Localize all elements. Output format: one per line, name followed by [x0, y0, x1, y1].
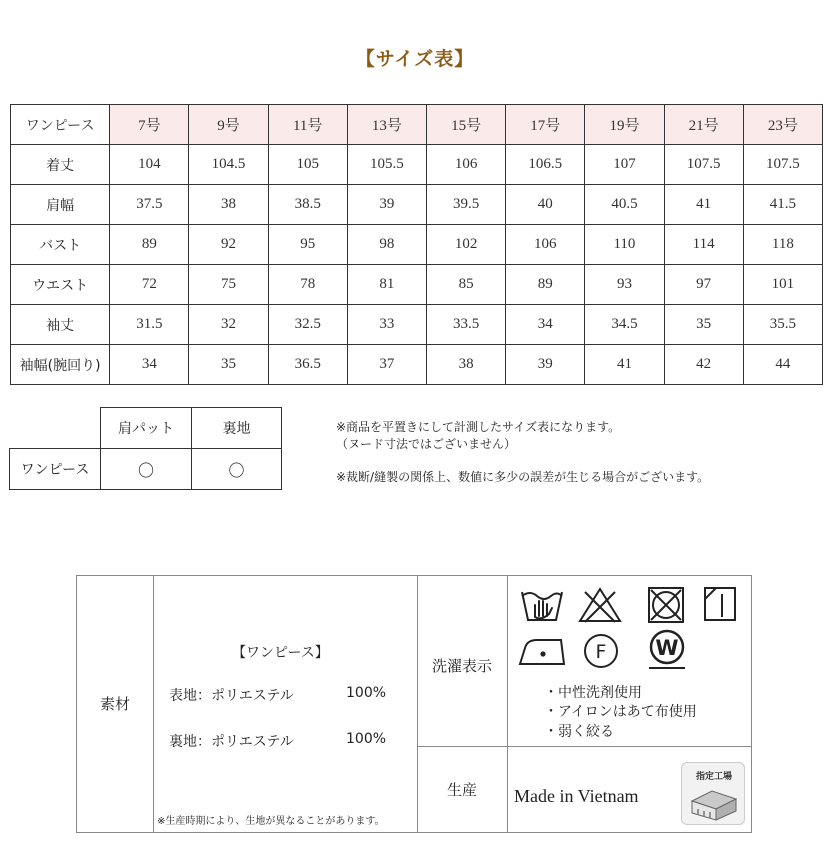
size-cell: 102 — [426, 225, 505, 265]
size-cell: 35.5 — [743, 305, 822, 345]
origin-label: 生産 — [446, 781, 477, 799]
iron-low-icon — [517, 634, 567, 670]
size-cell: 106 — [426, 145, 505, 185]
size-cell: 38.5 — [268, 185, 347, 225]
lining-fabric-label: 裏地：ポリエステル — [169, 734, 294, 750]
size-cell: 36.5 — [268, 345, 347, 385]
table-row — [11, 225, 823, 265]
size-cell: 37.5 — [110, 185, 189, 225]
size-cell: 39.5 — [426, 185, 505, 225]
size-cell: 106 — [506, 225, 585, 265]
acc-header-lining: 裏地 — [192, 408, 282, 449]
size-table — [10, 104, 823, 385]
size-header-cell: 19号 — [585, 105, 664, 145]
lining-fabric-percent: 100% — [346, 731, 387, 747]
factory-icon — [690, 785, 738, 821]
note-not-nude-size: （ヌード寸法ではございません） — [336, 437, 517, 451]
size-row-label: 袖丈 — [11, 305, 110, 345]
size-table-header-row — [11, 105, 823, 145]
care-instruction-2: ・アイロンはあて布使用 — [544, 704, 697, 720]
size-cell: 35 — [189, 345, 268, 385]
acc-header-blank — [10, 408, 101, 449]
outer-fabric-percent: 100% — [346, 685, 387, 701]
size-cell: 92 — [189, 225, 268, 265]
no-bleach-icon — [577, 586, 623, 624]
size-cell: 39 — [347, 185, 426, 225]
material-label: 素材 — [99, 695, 130, 713]
size-cell: 34 — [110, 345, 189, 385]
page-title: 【サイズ表】 — [355, 48, 475, 70]
size-cell: 41 — [664, 185, 743, 225]
size-row-label: バスト — [11, 225, 110, 265]
size-cell: 89 — [506, 265, 585, 305]
size-header-cell: 7号 — [110, 105, 189, 145]
size-cell: 38 — [426, 345, 505, 385]
size-header-cell: 13号 — [347, 105, 426, 145]
svg-text:W: W — [655, 636, 679, 660]
size-cell: 107.5 — [664, 145, 743, 185]
size-cell: 101 — [743, 265, 822, 305]
size-cell: 105 — [268, 145, 347, 185]
size-header-cell: 11号 — [268, 105, 347, 145]
size-cell: 40 — [506, 185, 585, 225]
size-header-cell: 9号 — [189, 105, 268, 145]
size-row-label: 袖幅(腕回り) — [11, 345, 110, 385]
size-row-label: ウエスト — [11, 265, 110, 305]
size-cell: 37 — [347, 345, 426, 385]
size-cell: 33.5 — [426, 305, 505, 345]
size-cell: 105.5 — [347, 145, 426, 185]
size-cell: 40.5 — [585, 185, 664, 225]
size-cell: 95 — [268, 225, 347, 265]
factory-badge-label: 指定工場 — [695, 772, 732, 782]
acc-header-shoulder-pad: 肩パット — [101, 408, 192, 449]
size-header-cell: 23号 — [743, 105, 822, 145]
acc-shoulder-pad-value: 〇 — [101, 449, 192, 490]
size-header-cell: 17号 — [506, 105, 585, 145]
size-row-label: 着丈 — [11, 145, 110, 185]
table-row — [11, 185, 823, 225]
size-cell: 38 — [189, 185, 268, 225]
care-instruction-1: ・中性洗剤使用 — [544, 685, 642, 701]
dry-clean-f-icon — [582, 632, 620, 670]
care-label: 洗濯表示 — [431, 657, 492, 675]
table-row — [11, 145, 823, 185]
size-cell: 114 — [664, 225, 743, 265]
size-cell: 39 — [506, 345, 585, 385]
outer-fabric-label: 表地：ポリエステル — [169, 688, 294, 704]
size-cell: 41 — [585, 345, 664, 385]
line-dry-shade-icon — [703, 586, 737, 622]
size-cell: 107 — [585, 145, 664, 185]
size-cell: 75 — [189, 265, 268, 305]
size-header-item: ワンピース — [11, 105, 110, 145]
table-row — [11, 305, 823, 345]
size-cell: 34.5 — [585, 305, 664, 345]
size-cell: 97 — [664, 265, 743, 305]
size-cell: 89 — [110, 225, 189, 265]
acc-row-label: ワンピース — [10, 449, 101, 490]
material-footnote: ※生産時期により、生地が異なることがあります。 — [157, 816, 385, 827]
size-cell: 41.5 — [743, 185, 822, 225]
size-cell: 72 — [110, 265, 189, 305]
accessory-table — [9, 407, 282, 490]
size-cell: 78 — [268, 265, 347, 305]
material-heading: 【ワンピース】 — [232, 645, 329, 661]
size-cell: 42 — [664, 345, 743, 385]
size-cell: 104 — [110, 145, 189, 185]
size-cell: 81 — [347, 265, 426, 305]
size-cell: 93 — [585, 265, 664, 305]
table-row — [11, 345, 823, 385]
size-cell: 107.5 — [743, 145, 822, 185]
size-cell: 110 — [585, 225, 664, 265]
material-care-block — [76, 575, 752, 833]
hand-wash-icon — [519, 586, 565, 626]
note-measurement: ※商品を平置きにして計測したサイズ表になります。 — [336, 420, 621, 434]
size-cell: 104.5 — [189, 145, 268, 185]
size-cell: 31.5 — [110, 305, 189, 345]
size-row-label: 肩幅 — [11, 185, 110, 225]
size-cell: 98 — [347, 225, 426, 265]
care-instruction-3: ・弱く絞る — [544, 724, 614, 740]
size-cell: 32.5 — [268, 305, 347, 345]
size-header-cell: 15号 — [426, 105, 505, 145]
acc-lining-value: 〇 — [192, 449, 282, 490]
size-cell: 85 — [426, 265, 505, 305]
size-cell: 35 — [664, 305, 743, 345]
svg-text:F: F — [595, 641, 607, 663]
note-tolerance: ※裁断/縫製の関係上、数値に多少の誤差が生じる場合がございます。 — [336, 470, 710, 484]
designated-factory-badge — [681, 762, 745, 825]
size-cell: 33 — [347, 305, 426, 345]
size-cell: 106.5 — [506, 145, 585, 185]
origin-value: Made in Vietnam — [514, 786, 639, 806]
size-header-cell: 21号 — [664, 105, 743, 145]
table-row — [11, 265, 823, 305]
size-cell: 44 — [743, 345, 822, 385]
no-tumble-dry-icon — [647, 586, 685, 624]
size-cell: 34 — [506, 305, 585, 345]
wet-clean-w-icon — [643, 628, 691, 672]
size-cell: 118 — [743, 225, 822, 265]
size-cell: 32 — [189, 305, 268, 345]
